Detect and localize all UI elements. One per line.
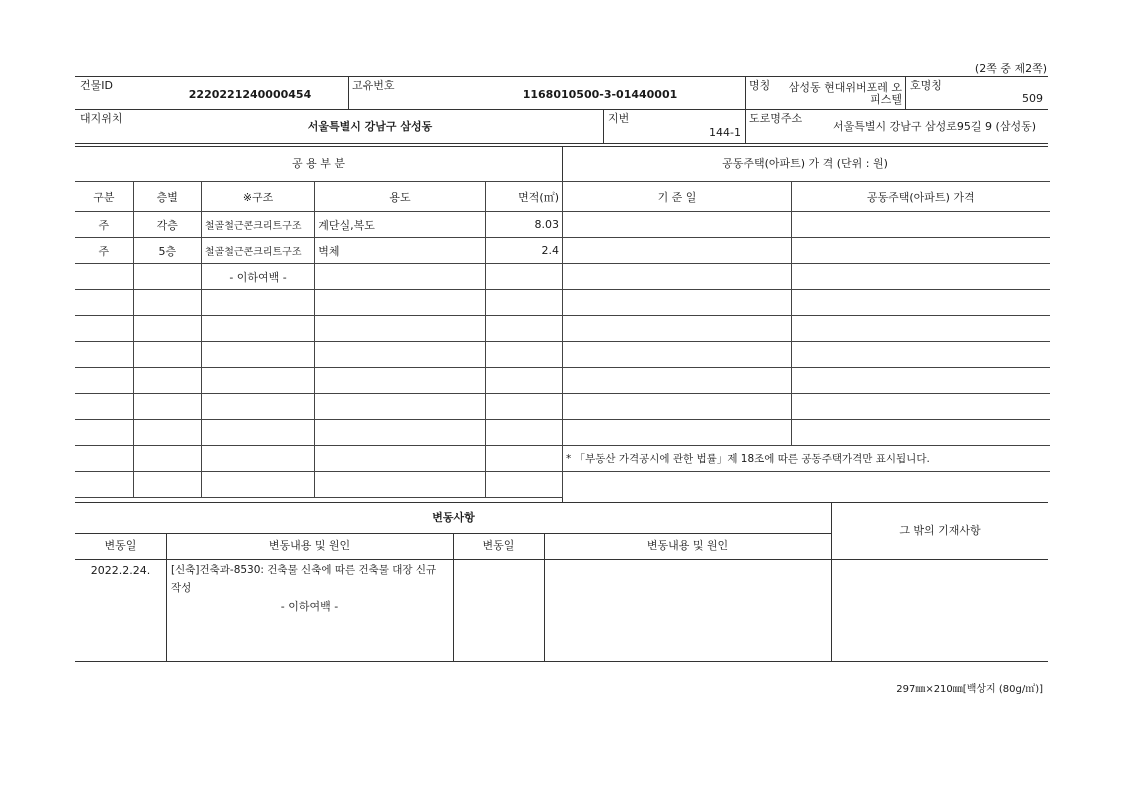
name-value-line2: 피스텔 xyxy=(870,93,902,106)
road-value: 서울특별시 강남구 삼성로95길 9 (삼성동) xyxy=(833,120,1036,133)
name-value-line1: 삼성동 현대위버포레 오 xyxy=(788,81,902,94)
price-note: * 「부동산 가격공시에 관한 법률」제 18조에 따른 공동주택가격만 표시됩니다. xyxy=(563,446,1050,472)
divider xyxy=(745,76,746,109)
table-row xyxy=(75,264,563,290)
table-row xyxy=(75,394,563,420)
table-row xyxy=(563,368,1050,394)
divider xyxy=(348,76,349,109)
unit-name-value: 509 xyxy=(1022,92,1043,105)
col-header-floor: 층별 xyxy=(133,182,201,212)
change-text-line1: [신축]건축과-8530: 건축물 신축에 따른 건축물 대장 신규 xyxy=(171,564,437,576)
cell-floor: 각층 xyxy=(133,212,201,238)
col-header-change-date: 변동일 xyxy=(104,539,137,552)
divider xyxy=(603,109,604,143)
page-indicator: (2쪽 중 제2쪽) xyxy=(974,62,1047,75)
table-row xyxy=(75,212,563,238)
divider xyxy=(905,76,906,109)
building-id-value: 2220221240000454 xyxy=(188,88,312,101)
building-id-label: 건물ID xyxy=(80,79,113,92)
unique-no-value: 1168010500-3-01440001 xyxy=(522,88,678,101)
rule xyxy=(75,661,1048,662)
cell-structure: 철골철근콘크리트구조 xyxy=(201,212,314,238)
col-header-price: 공동주택(아파트) 가격 xyxy=(792,182,1050,212)
site-value: 서울특별시 강남구 삼성동 xyxy=(307,120,433,133)
cell-structure: 철골철근콘크리트구조 xyxy=(201,238,314,264)
site-label: 대지위치 xyxy=(80,112,123,125)
table-row xyxy=(75,420,563,446)
common-section-title: 공 용 부 분 xyxy=(292,157,345,170)
cell-floor: 5층 xyxy=(133,238,201,264)
table-row xyxy=(75,290,563,316)
header-mid-rule xyxy=(75,109,1048,110)
table-row xyxy=(563,420,1050,446)
header-bottom-rule xyxy=(75,143,1048,144)
table-row xyxy=(75,472,563,498)
table-row xyxy=(75,342,563,368)
col-header-change-content-2: 변동내용 및 원인 xyxy=(646,539,729,552)
price-table xyxy=(562,181,1050,472)
lot-label: 지번 xyxy=(608,112,630,125)
divider xyxy=(166,533,167,661)
col-header-area: 면적(㎡) xyxy=(485,182,562,212)
table-row xyxy=(563,342,1050,368)
cell-usage: 벽체 xyxy=(315,238,486,264)
header-top-rule xyxy=(75,76,1048,77)
change-date: 2022.2.24. xyxy=(90,564,151,577)
col-header-type: 구분 xyxy=(75,182,133,212)
col-header-base-date: 기 준 일 xyxy=(563,182,792,212)
table-row xyxy=(563,238,1050,264)
price-section-title: 공동주택(아파트) 가 격 (단위 : 원) xyxy=(722,157,888,170)
table-row xyxy=(563,212,1050,238)
price-note-row xyxy=(563,446,1050,472)
blank-marker: - 이하여백 - xyxy=(201,264,314,290)
paper-spec-footer: 297㎜×210㎜[백상지 (80g/㎡)] xyxy=(896,684,1043,695)
divider xyxy=(544,533,545,661)
cell-area: 2.4 xyxy=(485,238,562,264)
price-header-row xyxy=(563,182,1050,212)
road-label: 도로명주소 xyxy=(749,112,803,125)
lot-value: 144-1 xyxy=(709,126,741,139)
col-header-change-content: 변동내용 및 원인 xyxy=(268,539,351,552)
cell-type: 주 xyxy=(75,238,133,264)
col-header-usage: 용도 xyxy=(315,182,486,212)
table-row xyxy=(563,316,1050,342)
table-row xyxy=(563,394,1050,420)
table-row xyxy=(563,290,1050,316)
changes-title: 변동사항 xyxy=(432,511,475,524)
rule xyxy=(75,559,1048,560)
table-row xyxy=(75,316,563,342)
table-row xyxy=(75,368,563,394)
change-blank-marker: - 이하여백 - xyxy=(280,600,339,613)
rule xyxy=(75,502,1048,503)
other-items-title: 그 밖의 기재사항 xyxy=(899,524,981,537)
table-row xyxy=(75,238,563,264)
table-row xyxy=(563,264,1050,290)
table-row xyxy=(75,446,563,472)
divider xyxy=(745,109,746,143)
common-table xyxy=(75,181,563,498)
divider xyxy=(453,533,454,661)
name-label: 명칭 xyxy=(749,79,771,92)
change-text-line2: 작성 xyxy=(171,582,192,594)
unique-no-label: 고유번호 xyxy=(352,79,395,92)
cell-area: 8.03 xyxy=(485,212,562,238)
cell-type: 주 xyxy=(75,212,133,238)
cell-usage: 계단실,복도 xyxy=(315,212,486,238)
col-header-structure: ※구조 xyxy=(201,182,314,212)
unit-name-label: 호명칭 xyxy=(910,79,942,92)
common-header-row xyxy=(75,182,563,212)
col-header-change-date-2: 변동일 xyxy=(482,539,515,552)
